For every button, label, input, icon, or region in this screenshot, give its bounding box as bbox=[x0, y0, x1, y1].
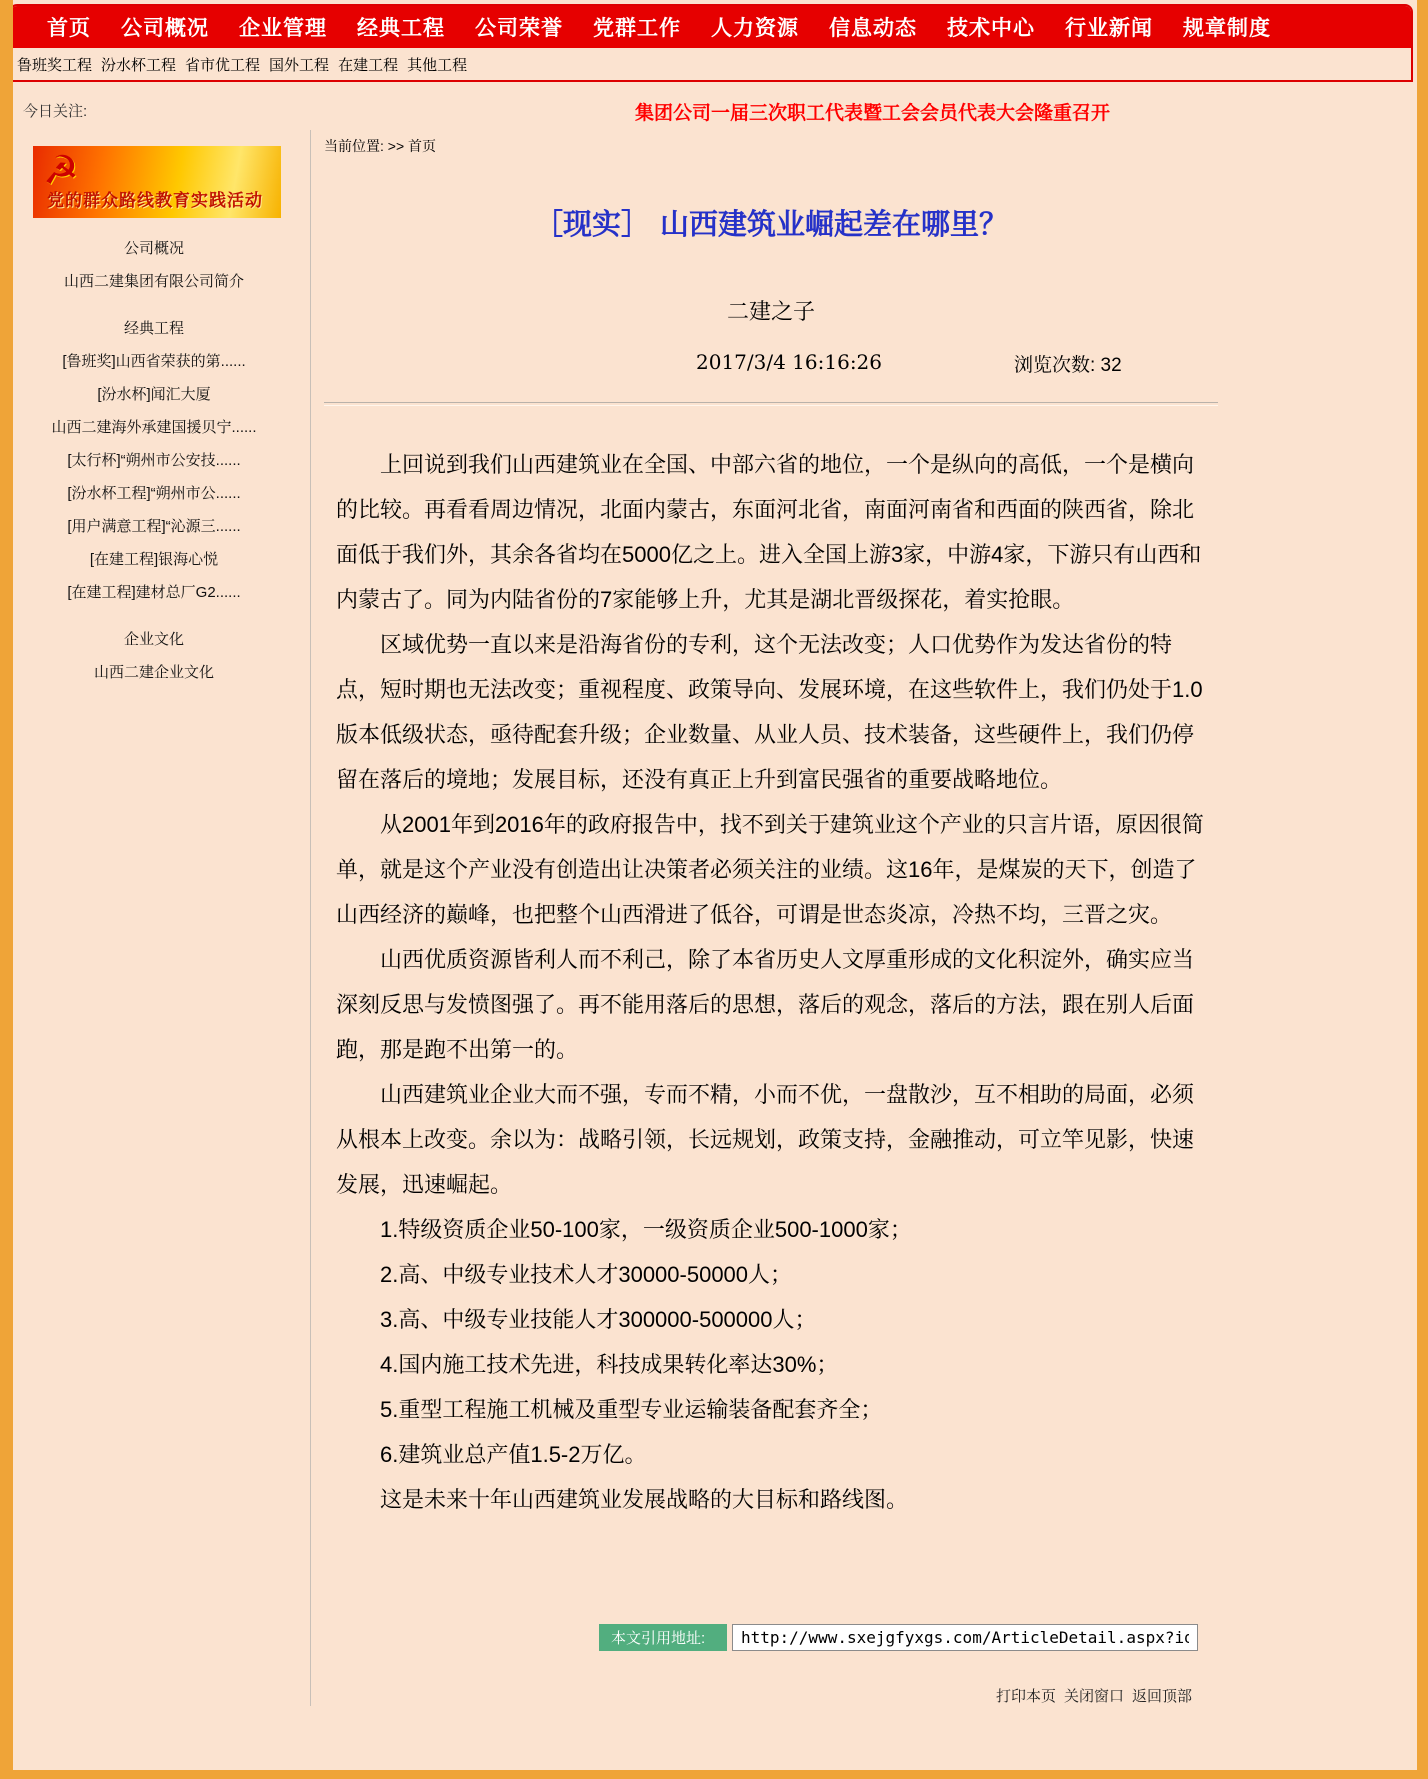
nav-item[interactable]: 公司概况 bbox=[121, 17, 209, 40]
sidebar-item[interactable]: [汾水杯]闻汇大厦 bbox=[97, 386, 211, 403]
nav-item[interactable]: 经典工程 bbox=[357, 17, 445, 40]
article-date: 2017/3/4 16:16:26 bbox=[696, 350, 883, 374]
today-focus-label: 今日关注: bbox=[23, 103, 88, 120]
article-paragraph: 这是未来十年山西建筑业发展战略的大目标和路线图。 bbox=[380, 1487, 909, 1512]
nav-item[interactable]: 技术中心 bbox=[947, 17, 1035, 40]
party-emblem-icon: ☭ bbox=[43, 149, 79, 193]
cite-url-field[interactable] bbox=[732, 1624, 1198, 1651]
sidebar-banner-image[interactable] bbox=[33, 146, 281, 218]
sidebar-item[interactable]: [鲁班奖]山西省荣获的第...... bbox=[62, 353, 246, 370]
breadcrumb-label: 当前位置: bbox=[324, 138, 384, 154]
article-paragraph: 4.国内施工技术先进，科技成果转化率达30%； bbox=[380, 1352, 839, 1377]
sidebar-heading-culture[interactable]: 企业文化 bbox=[123, 631, 184, 648]
footer-link[interactable]: 打印本页 bbox=[995, 1688, 1056, 1705]
subnav-item[interactable]: 国外工程 bbox=[269, 56, 330, 74]
top-nav-box bbox=[13, 4, 1413, 82]
sidebar-item[interactable]: 山西二建海外承建国援贝宁...... bbox=[51, 419, 257, 436]
nav-item[interactable]: 企业管理 bbox=[239, 17, 327, 40]
banner-text: 党的群众路线教育实践活动 bbox=[47, 191, 263, 210]
sidebar-item[interactable]: [用户满意工程]“沁源三...... bbox=[67, 518, 241, 535]
page bbox=[13, 0, 1417, 1770]
nav-item[interactable]: 首页 bbox=[47, 17, 91, 40]
article-meta-row bbox=[324, 350, 1218, 376]
footer-link[interactable]: 返回顶部 bbox=[1131, 1688, 1192, 1705]
cite-row bbox=[599, 1624, 1218, 1651]
article-paragraph: 1.特级资质企业50-100家，一级资质企业500-1000家； bbox=[380, 1217, 912, 1242]
nav-item[interactable]: 党群工作 bbox=[593, 17, 681, 40]
nav-item[interactable]: 公司荣誉 bbox=[475, 17, 563, 40]
sidebar-heading-company[interactable]: 公司概况 bbox=[123, 240, 184, 257]
today-focus-row bbox=[13, 96, 1417, 126]
subnav-item[interactable]: 其他工程 bbox=[407, 56, 468, 74]
article-paragraph: 3.高、中级专业技能人才300000-500000人； bbox=[380, 1307, 817, 1332]
nav-item[interactable]: 人力资源 bbox=[711, 17, 799, 40]
nav-item[interactable]: 行业新闻 bbox=[1065, 17, 1153, 40]
article-paragraph: 从2001年到2016年的政府报告中，找不到关于建筑业这个产业的只言片语，原因很简单，就是这个产业没有创造出让决策者必须关注的业绩。这16年，是煤炭的天下，创造了山西经济的巅峰，也把整个山西滑进了低谷，可谓是世态炎凉，冷热不均，三晋之灾。 bbox=[336, 812, 1204, 927]
article-paragraph: 2.高、中级专业技术人才30000-50000人； bbox=[380, 1262, 793, 1287]
article-view-count: 浏览次数: 32 bbox=[1014, 355, 1122, 376]
breadcrumb-home-link[interactable]: 首页 bbox=[408, 138, 437, 154]
nav-item[interactable]: 信息动态 bbox=[829, 17, 917, 40]
sidebar-section-projects bbox=[23, 312, 285, 609]
article-panel bbox=[310, 130, 1218, 1706]
subnav-item[interactable]: 在建工程 bbox=[338, 56, 399, 74]
sidebar-section-culture bbox=[23, 623, 285, 689]
sidebar-item[interactable]: [汾水杯工程]“朔州市公...... bbox=[67, 485, 241, 502]
sidebar-list-company bbox=[23, 265, 285, 298]
subnav-item[interactable]: 省市优工程 bbox=[185, 56, 261, 74]
sidebar-list-projects bbox=[23, 345, 285, 609]
footer-link[interactable]: 关闭窗口 bbox=[1063, 1688, 1124, 1705]
article-body bbox=[336, 442, 1204, 1522]
cite-label: 本文引用地址: bbox=[599, 1624, 727, 1651]
sidebar-list-culture bbox=[23, 656, 285, 689]
subnav-item[interactable]: 鲁班奖工程 bbox=[17, 56, 93, 74]
article-title: ［现实］ 山西建筑业崛起差在哪里？ bbox=[533, 207, 1009, 241]
sidebar-item[interactable]: [太行杯]“朔州市公安技...... bbox=[67, 452, 241, 469]
nav-item[interactable]: 规章制度 bbox=[1183, 17, 1271, 40]
sidebar-section-company bbox=[23, 232, 285, 298]
sidebar-item[interactable]: 山西二建集团有限公司简介 bbox=[63, 273, 244, 290]
article-paragraph: 上回说到我们山西建筑业在全国、中部六省的地位，一个是纵向的高低，一个是横向的比较。再看看周边情况，北面内蒙古，东面河北省，南面河南省和西面的陕西省，除北面低于我们外，其余各省均在5000亿之上。进入全国上游3家，中游4家，下游只有山西和内蒙古了。同为内陆省份的7家能够上升，尤其是湖北晋级探花，着实抢眼。 bbox=[336, 452, 1202, 612]
article-paragraph: 5.重型工程施工机械及重型专业运输装备配套齐全； bbox=[380, 1397, 883, 1422]
main-nav bbox=[13, 6, 1411, 48]
article-paragraph: 山西建筑业企业大而不强，专而不精，小而不优，一盘散沙，互不相助的局面，必须从根本上改变。余以为：战略引领，长远规划，政策支持，金融推动，可立竿见影，快速发展，迅速崛起。 bbox=[336, 1082, 1195, 1197]
sidebar-item[interactable]: [在建工程]建材总厂G2...... bbox=[67, 584, 241, 601]
sidebar-heading-projects[interactable]: 经典工程 bbox=[123, 320, 184, 337]
today-headline-link[interactable]: 集团公司一届三次职工代表暨工会会员代表大会隆重召开 bbox=[635, 103, 1111, 124]
footer-links bbox=[324, 1685, 1218, 1706]
sidebar-item[interactable]: [在建工程]银海心悦 bbox=[89, 551, 219, 568]
article-paragraph: 6.建筑业总产值1.5-2万亿。 bbox=[380, 1442, 647, 1467]
subnav-item[interactable]: 汾水杯工程 bbox=[101, 56, 177, 74]
breadcrumb bbox=[324, 136, 1218, 156]
article-paragraph: 山西优质资源皆利人而不利己，除了本省历史人文厚重形成的文化积淀外，确实应当深刻反思与发愤图强了。再不能用落后的思想，落后的观念，落后的方法，跟在别人后面跑，那是跑不出第一的。 bbox=[336, 947, 1195, 1062]
breadcrumb-separator-icon: >> bbox=[387, 138, 405, 154]
sidebar-item[interactable]: 山西二建企业文化 bbox=[93, 664, 214, 681]
meta-divider bbox=[324, 402, 1218, 406]
sidebar bbox=[23, 146, 285, 689]
sub-nav bbox=[13, 48, 1411, 80]
article-author: 二建之子 bbox=[726, 299, 815, 324]
article-paragraph: 区域优势一直以来是沿海省份的专利，这个无法改变；人口优势作为发达省份的特点，短时期也无法改变；重视程度、政策导向、发展环境，在这些软件上，我们仍处于1.0版本低级状态，亟待配套升级；企业数量、从业人员、技术装备，这些硬件上，我们仍停留在落后的境地；发展目标，还没有真正上升到富民强省的重要战略地位。 bbox=[336, 632, 1203, 792]
